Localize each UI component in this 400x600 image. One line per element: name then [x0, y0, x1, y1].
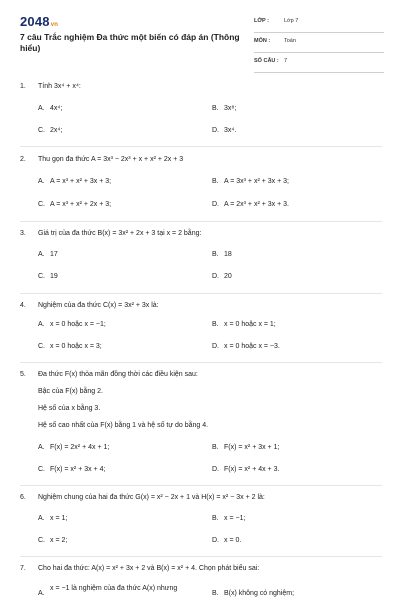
- question-divider: [20, 556, 382, 557]
- option-letter: C.: [38, 127, 45, 134]
- question-text: Nghiệm chung của hai đa thức G(x) = x² − 2x + 1 và H(x) = x² − 3x + 2 là:: [38, 494, 265, 501]
- question-prompt: [20, 370, 390, 380]
- question-prompt: [20, 155, 390, 165]
- option-text: 18: [224, 251, 232, 258]
- option-letter: A.: [38, 251, 45, 258]
- document-header: [0, 0, 400, 72]
- option-letter: D.: [212, 127, 219, 134]
- site-logo[interactable]: [20, 14, 58, 29]
- answer-option-6d[interactable]: [212, 536, 241, 546]
- option-text: 19: [50, 273, 58, 280]
- option-letter: B.: [212, 444, 219, 451]
- option-letter: D.: [212, 537, 219, 544]
- option-text: 4x⁴;: [50, 105, 63, 112]
- option-letter: D.: [212, 343, 219, 350]
- option-text: B(x) không có nghiệm;: [224, 590, 295, 597]
- question-text: Đa thức F(x) thỏa mãn đồng thời các điều kiện sau:: [38, 371, 198, 378]
- question-condition: Hệ số cao nhất của F(x) bằng 1 và hệ số tự do bằng 4.: [38, 422, 209, 429]
- option-letter: B.: [212, 321, 219, 328]
- question-divider: [20, 146, 382, 147]
- question-text: Nghiệm của đa thức C(x) = 3x² + 3x là:: [38, 302, 159, 309]
- answer-option-2a[interactable]: [38, 177, 111, 187]
- option-letter: D.: [212, 466, 219, 473]
- question-number: 5.: [20, 371, 26, 378]
- answer-option-1a[interactable]: [38, 104, 62, 114]
- option-letter: B.: [212, 590, 219, 597]
- meta-subject-row: [254, 33, 384, 53]
- meta-grade-label: LỚP :: [254, 18, 269, 24]
- meta-grade-row: [254, 13, 384, 33]
- meta-count-value: 7: [284, 58, 288, 64]
- option-text: F(x) = x² + 4x + 3.: [224, 466, 280, 473]
- option-letter: C.: [38, 466, 45, 473]
- option-text: 17: [50, 251, 58, 258]
- answer-option-5d[interactable]: [212, 465, 279, 475]
- meta-subject-label: MÔN :: [254, 38, 271, 44]
- option-text: F(x) = 2x² + 4x + 1;: [50, 444, 110, 451]
- option-text: 2x⁴;: [50, 127, 63, 134]
- question-number: 7.: [20, 565, 26, 572]
- option-letter: A.: [38, 590, 45, 597]
- answer-option-5c[interactable]: [38, 465, 105, 475]
- option-letter: A.: [38, 178, 45, 185]
- question-divider: [20, 485, 382, 486]
- option-text: 20: [224, 273, 232, 280]
- option-text: A = 2x³ + x² + 3x + 3.: [224, 201, 289, 208]
- answer-option-7a[interactable]: [38, 584, 190, 599]
- option-text: F(x) = x² + 3x + 1;: [224, 444, 280, 451]
- question-prompt: [20, 229, 390, 239]
- question-number: 6.: [20, 494, 26, 501]
- question-prompt: [20, 564, 390, 574]
- answer-option-3d[interactable]: [212, 272, 232, 282]
- question-4: [20, 301, 390, 311]
- answer-option-4d[interactable]: [212, 342, 280, 352]
- option-text: x = 0 hoặc x = −1;: [50, 321, 106, 328]
- option-letter: A.: [38, 515, 45, 522]
- question-number: 2.: [20, 156, 26, 163]
- question-condition: Hệ số của x bằng 3.: [38, 405, 101, 412]
- answer-option-3a[interactable]: [38, 250, 58, 260]
- question-number: 4.: [20, 302, 26, 309]
- option-text: x = 0 hoặc x = 1;: [224, 321, 276, 328]
- meta-count-row: [254, 53, 384, 73]
- option-text: x = 1;: [50, 515, 68, 522]
- answer-option-6c[interactable]: [38, 536, 67, 546]
- question-prompt: [20, 82, 390, 92]
- option-text: 3x⁸;: [224, 105, 237, 112]
- meta-grade-value: Lớp 7: [284, 18, 299, 24]
- option-text: x = −1;: [224, 515, 246, 522]
- option-letter: B.: [212, 515, 219, 522]
- question-condition: Bậc của F(x) bằng 2.: [38, 388, 103, 395]
- option-text: x = 0 hoặc x = −3.: [224, 343, 280, 350]
- option-letter: C.: [38, 201, 45, 208]
- answer-option-1c[interactable]: [38, 126, 62, 136]
- option-letter: B.: [212, 178, 219, 185]
- option-letter: C.: [38, 537, 45, 544]
- answer-option-7b[interactable]: [212, 589, 294, 599]
- option-text: x = 2;: [50, 537, 68, 544]
- answer-option-2d[interactable]: [212, 200, 289, 210]
- meta-subject-value: Toán: [284, 38, 296, 44]
- answer-option-3c[interactable]: [38, 272, 58, 282]
- logo-text: 2048: [20, 14, 50, 29]
- question-text: Cho hai đa thức: A(x) = x² + 3x + 2 và B(x) = x² + 4. Chọn phát biểu sai:: [38, 565, 260, 572]
- answer-option-4c[interactable]: [38, 342, 102, 352]
- option-letter: D.: [212, 201, 219, 208]
- question-7: [20, 564, 390, 574]
- meta-count-label: SỐ CÂU :: [254, 58, 279, 64]
- question-divider: [20, 293, 382, 294]
- question-text: Giá trị của đa thức B(x) = 3x² + 2x + 3 tại x = 2 bằng:: [38, 230, 202, 237]
- answer-option-1b[interactable]: [212, 104, 236, 114]
- document-meta: [254, 13, 384, 73]
- option-text: x = 0.: [224, 537, 242, 544]
- option-letter: B.: [212, 251, 219, 258]
- option-text: 3x⁴.: [224, 127, 237, 134]
- question-prompt: [20, 493, 390, 503]
- question-divider: [20, 221, 382, 222]
- question-divider: [20, 362, 382, 363]
- option-letter: A.: [38, 321, 45, 328]
- question-number: 1.: [20, 83, 26, 90]
- answer-option-6b[interactable]: [212, 514, 245, 524]
- option-text: x = 0 hoặc x = 3;: [50, 343, 102, 350]
- option-text: A = x³ + x² + 3x + 3;: [50, 178, 112, 185]
- question-2: [20, 155, 390, 165]
- question-prompt: [20, 301, 390, 311]
- question-number: 3.: [20, 230, 26, 237]
- question-text: Tính 3x⁴ + x⁴:: [38, 83, 81, 90]
- answer-option-5b[interactable]: [212, 443, 279, 453]
- question-text: Thu gọn đa thức A = 3x³ − 2x³ + x + x² + 2x + 3: [38, 156, 184, 163]
- answer-option-5a[interactable]: [38, 443, 109, 453]
- answer-option-6a[interactable]: [38, 514, 67, 524]
- answer-option-1d[interactable]: [212, 126, 236, 136]
- option-letter: A.: [38, 444, 45, 451]
- answer-option-2c[interactable]: [38, 200, 111, 210]
- option-letter: C.: [38, 343, 45, 350]
- option-letter: D.: [212, 273, 219, 280]
- question-1: [20, 82, 390, 92]
- option-letter: C.: [38, 273, 45, 280]
- option-text: A = 3x³ + x² + 3x + 3;: [224, 178, 289, 185]
- answer-option-4a[interactable]: [38, 320, 106, 330]
- question-3: [20, 229, 390, 239]
- answer-option-2b[interactable]: [212, 177, 289, 187]
- answer-option-4b[interactable]: [212, 320, 276, 330]
- option-letter: B.: [212, 105, 219, 112]
- answer-option-3b[interactable]: [212, 250, 232, 260]
- option-letter: A.: [38, 105, 45, 112]
- option-text: x = −1 là nghiệm của đa thức A(x) nhưng: [50, 585, 178, 592]
- logo-suffix: vn: [50, 22, 59, 28]
- question-5: [20, 370, 390, 380]
- option-text: F(x) = x² + 3x + 4;: [50, 466, 106, 473]
- document-title: 7 câu Trắc nghiệm Đa thức một biến có đáp án (Thông hiểu): [20, 32, 240, 53]
- question-6: [20, 493, 390, 503]
- option-text: A = x³ + x² + 2x + 3;: [50, 201, 112, 208]
